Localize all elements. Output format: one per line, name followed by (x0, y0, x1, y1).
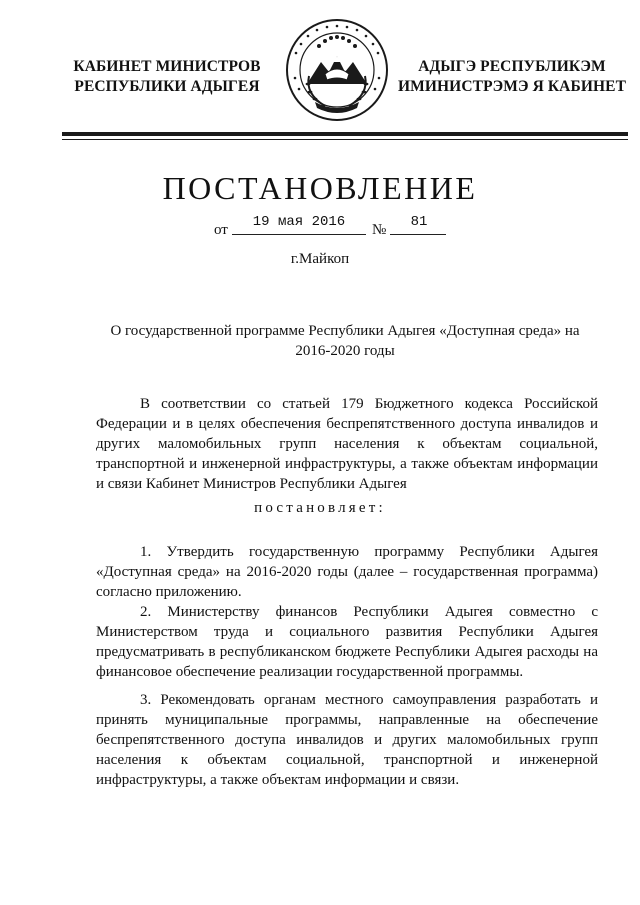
number-label: № (372, 222, 387, 238)
header-right-line1: АДЫГЭ РЕСПУБЛИКЭМ (418, 58, 606, 75)
document-number: 81 (410, 214, 428, 230)
header-divider-thin (62, 139, 628, 140)
header-left-line2: РЕСПУБЛИКИ АДЫГЕЯ (74, 78, 260, 95)
header-right-line2: ИМИНИСТРЭМЭ Я КАБИНЕТ (397, 78, 627, 95)
item-paragraph-3: 3. Рекомендовать органам местного самоуправления разработать и принять муниципальные программы, направленные на обеспечение беспрепятственного доступа инвалидов и других маломобильных групп населения к объектам социальной, транспортной и инженерной инфраструктуры, а также объектам информации и связи. (96, 692, 598, 788)
item-paragraph-2: 2. Министерству финансов Республики Адыгея совместно с Министерством труда и социального развития Республики Адыгея предусматривать в республиканском бюджете Республики Адыгея расходы на финансовое обеспечение реализации государственной программы. (96, 604, 598, 680)
document-subject (96, 321, 594, 361)
dateline (0, 214, 640, 242)
header-left-line1: КАБИНЕТ МИНИСТРОВ (73, 58, 261, 75)
header-divider-thick (62, 132, 628, 136)
subject-line1: О государственной программе Республики Адыгея «Доступная среда» на (110, 323, 580, 339)
coat-of-arms-emblem (285, 18, 389, 122)
header-right (396, 57, 628, 97)
document-date: 19 мая 2016 (252, 214, 346, 230)
date-underline (232, 234, 366, 235)
item-paragraph-1: 1. Утвердить государственную программу Республики Адыгея «Доступная среда» на 2016-2020 годы (далее – государственная программа) согласно приложению. (96, 544, 598, 600)
resolves-heading: постановляет: (254, 500, 386, 516)
header-left (62, 57, 272, 97)
number-underline (390, 234, 446, 235)
preamble-paragraph: В соответствии со статьей 179 Бюджетного кодекса Российской Федерации и в целях обеспечения беспрепятственного доступа инвалидов и других маломобильных групп населения к объектам социальной, транспортной и инженерной инфраструктуры, а также объектам информации и связи Кабинет Министров Республики Адыгея (96, 396, 598, 492)
document-title: ПОСТАНОВЛЕНИЕ (162, 170, 478, 206)
city: г.Майкоп (290, 251, 350, 267)
date-from-label: от (214, 222, 228, 238)
subject-line2: 2016-2020 годы (295, 343, 395, 359)
